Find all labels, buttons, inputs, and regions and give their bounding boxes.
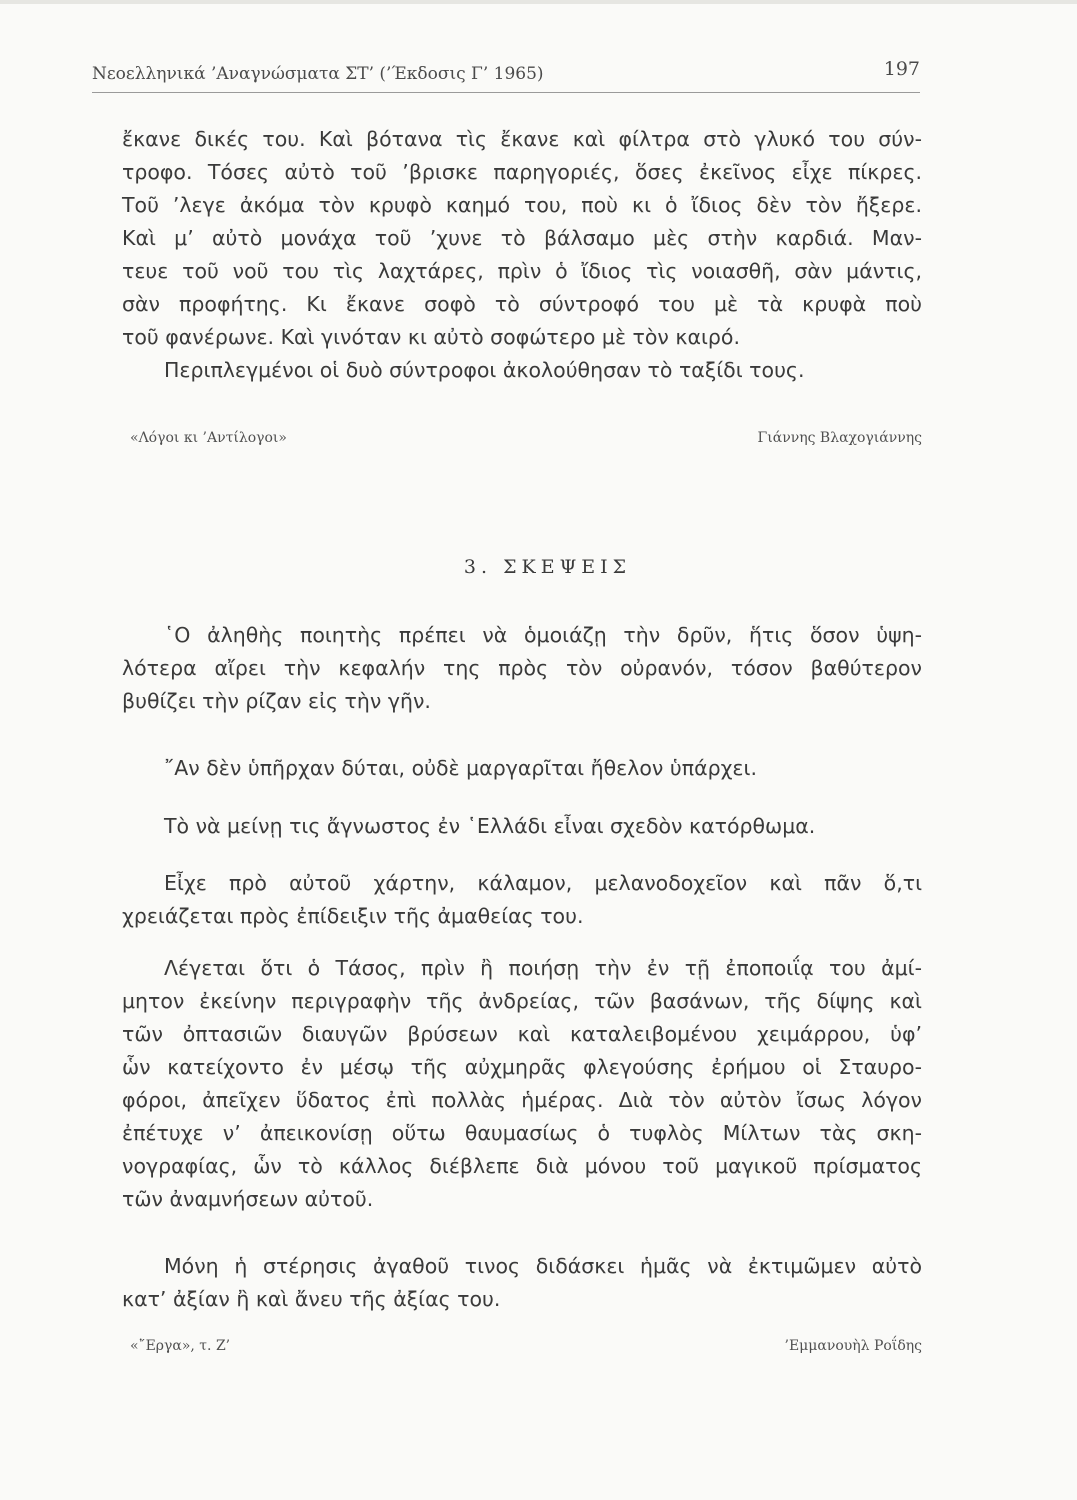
- excerpt-attribution: [130, 430, 922, 454]
- paragraph: [122, 619, 922, 718]
- text-line: τῶν ἀναμνήσεων αὐτοῦ.: [122, 1187, 374, 1211]
- text-line: τευε τοῦ νοῦ του τὶς λαχτάρες, πρὶν ὁ ἴδιος τὶς νοιασθῆ, σὰν μάντις,: [122, 259, 922, 283]
- text-line: Τοῦ ’λεγε ἀκόμα τὸν κρυφὸ καημό του, ποὺ κι ὁ ἴδιος δὲν τὸν ἤξερε.: [122, 193, 922, 217]
- section-attribution: [130, 1338, 922, 1362]
- text-line: σὰν προφήτης. Κι ἔκανε σοφὸ τὸ σύντροφό του μὲ τὰ κρυφὰ ποὺ: [122, 292, 922, 316]
- text-line: Καὶ μ’ αὐτὸ μονάχα τοῦ ’χυνε τὸ βάλσαμο μὲς στὴν καρδιά. Μαν-: [122, 226, 922, 250]
- author-name: ’Εμμανουὴλ Ροΐδης: [784, 1338, 922, 1354]
- text-line: τροφο. Τόσες αὐτὸ τοῦ ’βρισκε παρηγοριές, ὅσες ἐκεῖνος εἶχε πίκρες.: [122, 160, 922, 184]
- text-line: μητον ἐκείνην περιγραφὴν τῆς ἀνδρείας, τῶν βασάνων, τῆς δίψης καὶ: [122, 989, 922, 1013]
- text-line: χρειάζεται πρὸς ἐπίδειξιν τῆς ἀμαθείας του.: [122, 904, 584, 928]
- text-line: ὧν κατείχοντο ἐν μέσῳ τῆς αὐχμηρᾶς φλεγούσης ἐρήμου οἱ Σταυρο-: [122, 1055, 922, 1079]
- text-line: νογραφίας, ὧν τὸ κάλλος διέβλεπε διὰ μόνου τοῦ μαγικοῦ πρίσματος: [122, 1154, 922, 1178]
- page-top-edge: [0, 0, 1077, 4]
- text-line: κατ’ ἀξίαν ἢ καὶ ἄνευ τῆς ἀξίας του.: [122, 1287, 501, 1311]
- paragraph: [122, 867, 922, 933]
- text-line: λότερα αἴρει τὴν κεφαλήν της πρὸς τὸν οὐρανόν, τόσον βαθύτερον: [122, 656, 922, 680]
- text-line: Μόνη ἡ στέρησις ἀγαθοῦ τινος διδάσκει ἡμᾶς νὰ ἐκτιμῶμεν αὐτὸ: [164, 1254, 922, 1278]
- author-name: Γιάννης Βλαχογιάννης: [757, 430, 922, 446]
- excerpt-vlachogiannis: [122, 123, 922, 387]
- paragraph: [122, 752, 922, 785]
- paragraph: [122, 810, 922, 843]
- text-line: ῾Ο ἀληθὴς ποιητὴς πρέπει νὰ ὁμοιάζῃ τὴν δρῦν, ἥτις ὅσον ὑψη-: [164, 623, 922, 647]
- text-line: φόροι, ἀπεῖχεν ὕδατος ἐπὶ πολλὰς ἡμέρας. Διὰ τὸν αὐτὸν ἴσως λόγον: [122, 1088, 922, 1112]
- source-title: «Λόγοι κι ’Αντίλογοι»: [130, 430, 287, 446]
- text-line: Εἶχε πρὸ αὐτοῦ χάρτην, κάλαμον, μελανοδοχεῖον καὶ πᾶν ὅ,τι: [164, 871, 922, 895]
- paragraph: [122, 1250, 922, 1316]
- running-header: [92, 58, 920, 93]
- text-line: Περιπλεγμένοι οἱ δυὸ σύντροφοι ἀκολούθησαν τὸ ταξίδι τους.: [164, 358, 805, 382]
- text-line: Τὸ νὰ μείνῃ τις ἄγνωστος ἐν ῾Ελλάδι εἶναι σχεδὸν κατόρθωμα.: [164, 814, 816, 838]
- paragraph: [122, 952, 922, 1216]
- text-line: ἔκανε δικές του. Καὶ βότανα τὶς ἔκανε καὶ φίλτρα στὸ γλυκό του σύν-: [122, 127, 922, 151]
- source-title: «῎Εργα», τ. Ζ’: [130, 1338, 231, 1354]
- text-line: βυθίζει τὴν ρίζαν εἰς τὴν γῆν.: [122, 689, 431, 713]
- text-line: ῎Αν δὲν ὑπῆρχαν δύται, οὐδὲ μαργαρῖται ἤθελον ὑπάρχει.: [164, 756, 757, 780]
- text-line: τοῦ φανέρωνε. Καὶ γινόταν κι αὐτὸ σοφώτερο μὲ τὸν καιρό.: [122, 325, 740, 349]
- book-title: Νεοελληνικά ’Αναγνώσματα ΣΤ’ (’Έκδοσις Γ’ 1965): [92, 64, 544, 84]
- page-number: 197: [883, 58, 920, 80]
- text-line: ἐπέτυχε ν’ ἀπεικονίσῃ οὕτω θαυμασίως ὁ τυφλὸς Μίλτων τὰς σκη-: [122, 1121, 922, 1145]
- section-heading: 3. ΣΚΕΨΕΙΣ: [463, 556, 632, 578]
- text-line: τῶν ὀπτασιῶν διαυγῶν βρύσεων καὶ καταλειβομένου χειμάρρου, ὑφ’: [122, 1022, 922, 1046]
- text-line: Λέγεται ὅτι ὁ Τάσος, πρὶν ἢ ποιήσῃ τὴν ἐν τῇ ἐποποιΐᾳ του ἀμί-: [164, 956, 922, 980]
